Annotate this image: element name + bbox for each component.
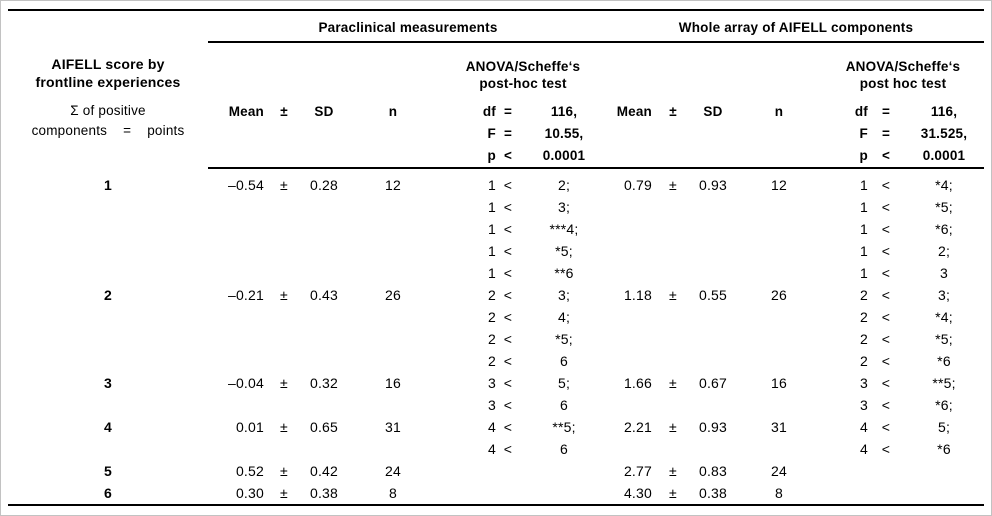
- comparison-left: 4: [488, 419, 496, 435]
- comparison-operator: <: [503, 441, 513, 457]
- sd-cell: 0.93: [698, 419, 728, 435]
- comparison-operator: =: [503, 104, 513, 119]
- comparison-operator: <: [503, 397, 513, 413]
- mean-cell: 2.21: [623, 419, 652, 435]
- pm-cell: ±: [669, 463, 677, 479]
- stat-line: [438, 438, 608, 460]
- mean-cell: 0.30: [235, 485, 264, 501]
- comparison-left: 2: [488, 287, 496, 303]
- comparison-operator: <: [503, 177, 513, 193]
- comparison-left: 1: [488, 243, 496, 259]
- comparison-left: 4: [488, 441, 496, 457]
- mean-cell: 4.30: [623, 485, 652, 501]
- table-row: [8, 284, 984, 372]
- anova-title-line: ANOVA/Scheffe‘s: [845, 59, 961, 74]
- comparison-left: 4: [860, 441, 868, 457]
- column-header-pm: ±: [280, 104, 288, 119]
- stat-line: [822, 350, 984, 372]
- comparison-operator: <: [881, 221, 891, 237]
- row-header-subtitle: [8, 101, 208, 141]
- sd-cell: 0.28: [309, 177, 339, 193]
- comparison-operator: <: [881, 287, 891, 303]
- n-cell: 8: [775, 485, 783, 501]
- group-title-paraclinical: Paraclinical measurements: [208, 11, 608, 43]
- sd-cell: 0.43: [309, 287, 339, 303]
- n-cell: 12: [771, 177, 787, 193]
- comparison-right: *4;: [935, 309, 953, 325]
- comparison-left: 1: [488, 177, 496, 193]
- stat-line: [822, 218, 984, 240]
- comparison-left: p: [487, 148, 496, 163]
- n-cell: 26: [385, 287, 401, 303]
- posthoc-cell: [438, 372, 608, 416]
- comparison-right: 31.525,: [920, 126, 968, 141]
- column-header-n: n: [774, 104, 784, 119]
- comparison-left: F: [487, 126, 496, 141]
- n-cell: 24: [385, 463, 401, 479]
- comparison-operator: <: [881, 397, 891, 413]
- sd-cell: 0.65: [309, 419, 339, 435]
- anova-stats-block: [438, 101, 608, 167]
- comparison-operator: <: [881, 177, 891, 193]
- comparison-left: 3: [860, 397, 868, 413]
- posthoc-cell: [438, 416, 608, 460]
- score-cell: 6: [104, 485, 112, 501]
- n-cell: 16: [385, 375, 401, 391]
- comparison-left: 2: [860, 287, 868, 303]
- sd-cell: 0.55: [698, 287, 728, 303]
- stat-line: [822, 394, 984, 416]
- group-header-row: [8, 11, 984, 43]
- table-row: [8, 174, 984, 284]
- comparison-right: 4;: [557, 309, 571, 325]
- posthoc-cell: [822, 372, 984, 416]
- pm-cell: ±: [669, 375, 677, 391]
- comparison-operator: <: [503, 287, 513, 303]
- comparison-right: *5;: [555, 243, 573, 259]
- comparison-right: 5;: [937, 419, 951, 435]
- mean-cell: 1.18: [623, 287, 652, 303]
- stat-line: [822, 123, 984, 145]
- pm-cell: ±: [280, 463, 288, 479]
- comparison-operator: <: [503, 309, 513, 325]
- comparison-operator: <: [503, 243, 513, 259]
- comparison-left: 2: [488, 353, 496, 369]
- stat-line: [822, 145, 984, 167]
- comparison-operator: <: [881, 243, 891, 259]
- posthoc-cell: [822, 174, 984, 284]
- comparison-right: 3: [940, 265, 948, 281]
- stat-line: [438, 123, 608, 145]
- stat-line: [822, 416, 984, 438]
- comparison-left: 1: [860, 177, 868, 193]
- anova-title: [822, 58, 984, 92]
- n-cell: 8: [389, 485, 397, 501]
- mean-cell: 0.01: [235, 419, 264, 435]
- comparison-operator: <: [503, 419, 513, 435]
- score-cell: 3: [104, 375, 112, 391]
- stat-line: [822, 328, 984, 350]
- comparison-left: 3: [860, 375, 868, 391]
- mean-cell: 1.66: [623, 375, 652, 391]
- stat-line: [822, 372, 984, 394]
- group-title-whole-array: Whole array of AIFELL components: [608, 11, 984, 43]
- comparison-right: 6: [560, 441, 568, 457]
- posthoc-cell: [438, 482, 608, 504]
- comparison-operator: <: [503, 331, 513, 347]
- pm-cell: ±: [669, 485, 677, 501]
- posthoc-cell: [438, 284, 608, 372]
- mean-cell: –0.21: [227, 287, 264, 303]
- posthoc-cell: [822, 416, 984, 460]
- n-cell: 31: [385, 419, 401, 435]
- comparison-operator: <: [881, 419, 891, 435]
- comparison-left: 2: [860, 331, 868, 347]
- table-body: [8, 169, 984, 506]
- table-row: [8, 482, 984, 504]
- column-header-n: n: [388, 104, 398, 119]
- comparison-operator: <: [881, 199, 891, 215]
- n-cell: 24: [771, 463, 787, 479]
- stat-line: [438, 262, 608, 284]
- subtitle-part: components: [31, 123, 108, 138]
- comparison-right: 3;: [937, 287, 951, 303]
- stat-line: [438, 350, 608, 372]
- anova-title: [438, 58, 608, 92]
- comparison-right: 2;: [937, 243, 951, 259]
- comparison-right: *5;: [555, 331, 573, 347]
- stat-line: [438, 145, 608, 167]
- pm-cell: ±: [280, 177, 288, 193]
- mean-cell: 0.79: [623, 177, 652, 193]
- comparison-right: 5;: [557, 375, 571, 391]
- pm-cell: ±: [669, 419, 677, 435]
- comparison-left: 2: [488, 331, 496, 347]
- comparison-left: 1: [488, 221, 496, 237]
- stat-line: [438, 240, 608, 262]
- comparison-left: 1: [860, 243, 868, 259]
- comparison-operator: <: [881, 331, 891, 347]
- stat-line: [438, 196, 608, 218]
- score-cell: 5: [104, 463, 112, 479]
- stat-line: [438, 174, 608, 196]
- stat-line: [822, 306, 984, 328]
- comparison-right: 6: [560, 397, 568, 413]
- comparison-right: 116,: [930, 104, 958, 119]
- comparison-left: F: [859, 126, 868, 141]
- stat-line: [822, 262, 984, 284]
- comparison-right: 116,: [550, 104, 578, 119]
- comparison-right: *5;: [935, 331, 953, 347]
- posthoc-cell: [438, 174, 608, 284]
- comparison-left: 1: [860, 265, 868, 281]
- stat-line: [438, 328, 608, 350]
- comparison-left: 3: [488, 375, 496, 391]
- mean-cell: –0.04: [227, 375, 264, 391]
- mean-cell: 2.77: [623, 463, 652, 479]
- score-cell: 1: [104, 177, 112, 193]
- mean-cell: –0.54: [227, 177, 264, 193]
- n-cell: 31: [771, 419, 787, 435]
- comparison-left: df: [482, 104, 496, 119]
- sd-cell: 0.32: [309, 375, 339, 391]
- comparison-right: 3;: [557, 287, 571, 303]
- comparison-right: **5;: [932, 375, 956, 391]
- pm-cell: ±: [280, 375, 288, 391]
- comparison-right: ***4;: [549, 221, 579, 237]
- comparison-left: 2: [860, 309, 868, 325]
- column-header-sd: SD: [703, 104, 723, 119]
- comparison-left: 1: [860, 199, 868, 215]
- comparison-right: **6: [554, 265, 574, 281]
- comparison-right: **5;: [552, 419, 576, 435]
- row-header-subtitle-line: Σ of positive: [70, 103, 146, 118]
- anova-title-line: ANOVA/Scheffe‘s: [465, 59, 581, 74]
- comparison-left: p: [859, 148, 868, 163]
- stat-line: [822, 438, 984, 460]
- anova-title-line: post-hoc test: [479, 76, 567, 91]
- anova-stats-block: [822, 101, 984, 167]
- comparison-right: 10.55,: [544, 126, 584, 141]
- score-cell: 2: [104, 287, 112, 303]
- stat-line: [822, 174, 984, 196]
- comparison-right: 0.0001: [922, 148, 966, 163]
- stat-line: [438, 306, 608, 328]
- posthoc-cell: [822, 284, 984, 372]
- comparison-operator: <: [881, 441, 891, 457]
- comparison-operator: <: [881, 148, 891, 163]
- stat-line: [822, 284, 984, 306]
- comparison-left: 1: [488, 199, 496, 215]
- comparison-operator: <: [881, 265, 891, 281]
- posthoc-cell: [822, 482, 984, 504]
- stat-line: [822, 240, 984, 262]
- posthoc-cell: [822, 460, 984, 482]
- sd-cell: 0.83: [698, 463, 728, 479]
- row-header-title-line: AIFELL score by: [51, 56, 165, 72]
- comparison-operator: <: [881, 309, 891, 325]
- comparison-operator: <: [881, 353, 891, 369]
- mean-cell: 0.52: [235, 463, 264, 479]
- column-header-pm: ±: [669, 104, 677, 119]
- column-header-mean: Mean: [228, 104, 264, 119]
- comparison-right: 0.0001: [542, 148, 586, 163]
- pm-cell: ±: [280, 485, 288, 501]
- row-header-title-line: frontline experiences: [35, 74, 181, 90]
- subtitle-part: =: [123, 123, 132, 138]
- n-cell: 16: [771, 375, 787, 391]
- comparison-operator: <: [503, 148, 513, 163]
- comparison-left: 4: [860, 419, 868, 435]
- n-cell: 12: [385, 177, 401, 193]
- anova-title-line: post hoc test: [859, 76, 947, 91]
- comparison-left: 1: [860, 221, 868, 237]
- stat-line: [438, 218, 608, 240]
- comparison-left: 2: [860, 353, 868, 369]
- comparison-right: 3;: [557, 199, 571, 215]
- stat-line: [822, 196, 984, 218]
- pm-cell: ±: [669, 177, 677, 193]
- posthoc-cell: [438, 460, 608, 482]
- stat-line: [438, 394, 608, 416]
- comparison-right: *6;: [935, 221, 953, 237]
- n-cell: 26: [771, 287, 787, 303]
- comparison-right: *6;: [935, 397, 953, 413]
- pm-cell: ±: [280, 419, 288, 435]
- stat-line: [438, 284, 608, 306]
- comparison-operator: <: [503, 375, 513, 391]
- anova-header-whole-array: [822, 43, 984, 167]
- table-row: [8, 372, 984, 416]
- sd-cell: 0.67: [698, 375, 728, 391]
- stat-line: [438, 101, 608, 123]
- column-header-row: [8, 43, 984, 167]
- comparison-left: df: [854, 104, 868, 119]
- comparison-right: *6: [937, 353, 951, 369]
- comparison-operator: <: [503, 353, 513, 369]
- comparison-operator: <: [503, 265, 513, 281]
- comparison-operator: <: [503, 221, 513, 237]
- group-header-spacer: [8, 11, 208, 43]
- row-header-title: [8, 55, 208, 91]
- comparison-left: 1: [488, 265, 496, 281]
- comparison-right: *5;: [935, 199, 953, 215]
- stat-line: [822, 101, 984, 123]
- comparison-operator: <: [503, 199, 513, 215]
- column-header-mean: Mean: [616, 104, 652, 119]
- comparison-right: *6: [937, 441, 951, 457]
- comparison-operator: =: [881, 126, 891, 141]
- table-row: [8, 460, 984, 482]
- statistics-table: [8, 9, 984, 506]
- subtitle-part: points: [147, 123, 185, 138]
- comparison-operator: =: [881, 104, 891, 119]
- pm-cell: ±: [669, 287, 677, 303]
- comparison-operator: =: [503, 126, 513, 141]
- sd-cell: 0.42: [309, 463, 339, 479]
- column-header-sd: SD: [314, 104, 334, 119]
- sd-cell: 0.38: [309, 485, 339, 501]
- row-header-subtitle-line: [8, 121, 208, 141]
- comparison-right: 6: [560, 353, 568, 369]
- anova-header-paraclinical: [438, 43, 608, 167]
- row-header-cell: [8, 43, 208, 167]
- table-row: [8, 416, 984, 460]
- pm-cell: ±: [280, 287, 288, 303]
- stat-line: [438, 416, 608, 438]
- comparison-left: 3: [488, 397, 496, 413]
- comparison-operator: <: [881, 375, 891, 391]
- comparison-right: *4;: [935, 177, 953, 193]
- stat-line: [438, 372, 608, 394]
- score-cell: 4: [104, 419, 112, 435]
- sd-cell: 0.38: [698, 485, 728, 501]
- comparison-right: 2;: [557, 177, 571, 193]
- comparison-left: 2: [488, 309, 496, 325]
- sd-cell: 0.93: [698, 177, 728, 193]
